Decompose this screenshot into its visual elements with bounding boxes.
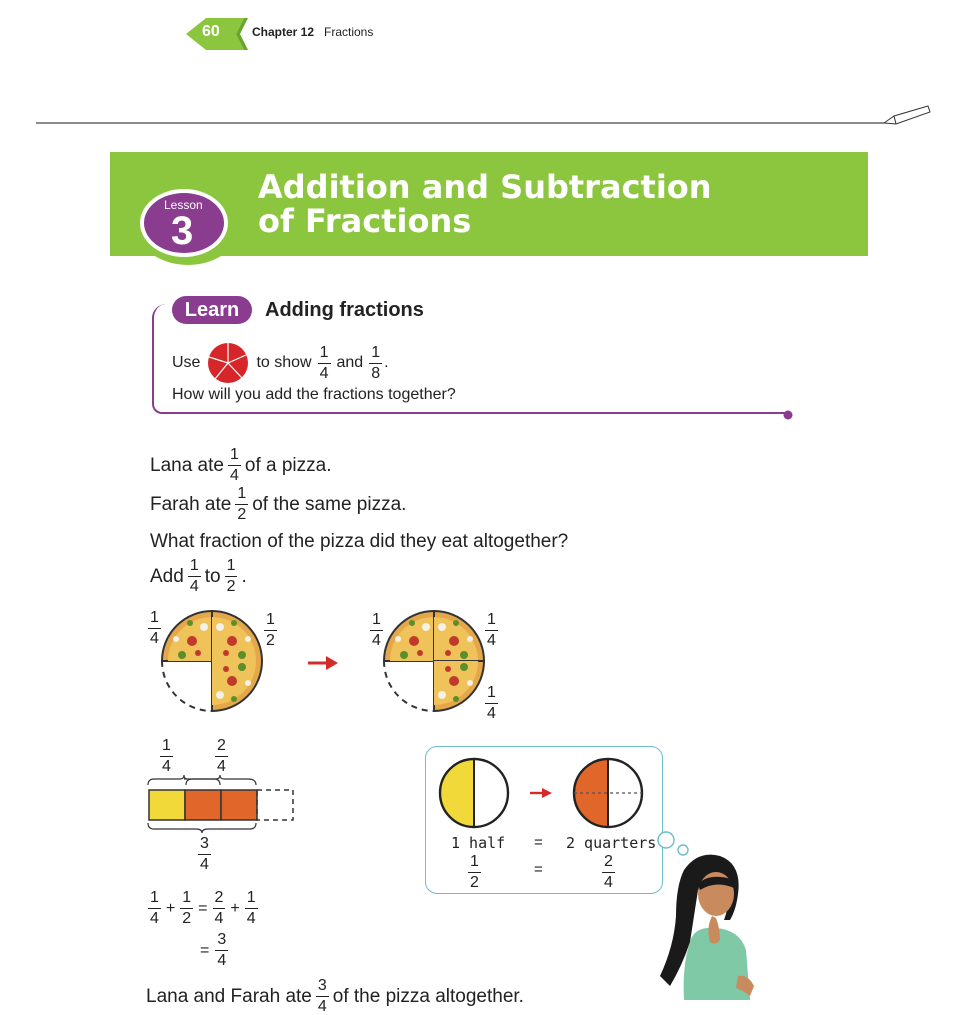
- pizza-right-quarter-top-label: $\frac{1}{4}$: [487, 611, 496, 649]
- lesson-title: [258, 170, 712, 238]
- thought-eq-sign: =: [534, 834, 543, 851]
- lesson-badge-word: Lesson: [164, 198, 203, 212]
- thought-arrow-icon: [530, 788, 552, 798]
- learn-pill: Learn: [172, 296, 252, 324]
- eq-term-4: $\frac{1}{4}$: [246, 889, 256, 927]
- learn-and-word: and: [336, 354, 364, 371]
- pizza-diagram: [140, 605, 520, 725]
- thought-right-label: 2 quarters: [566, 834, 657, 852]
- addition-result: = $\frac{3}{4}$: [200, 931, 227, 969]
- addition-equation: $\frac{1}{4}$ + $\frac{1}{2}$ = $\frac{2}{4}$ + $\frac{1}{4}$: [150, 889, 256, 927]
- page-number: 60: [202, 23, 220, 40]
- bar-bottom-label: $\frac{3}{4}$: [200, 835, 209, 873]
- bar-segment-quarter: [149, 790, 185, 820]
- learn-heading: Adding fractions: [265, 299, 424, 321]
- thought-left-fraction: $\frac{1}{2}$: [470, 853, 479, 891]
- pizza-arrow-icon: [308, 656, 338, 670]
- lesson-badge-number: 3: [171, 209, 194, 253]
- pizza-right-quarter-left-label: $\frac{1}{4}$: [372, 611, 381, 649]
- eq-term-1: $\frac{1}{4}$: [150, 889, 159, 927]
- learn-question: How will you add the fractions together?: [172, 386, 456, 403]
- eq-result: $\frac{3}{4}$: [217, 931, 227, 969]
- eq-term-3: $\frac{2}{4}$: [214, 889, 224, 927]
- bar-segment-empty: [257, 790, 293, 820]
- learn-use-word: Use: [172, 354, 201, 371]
- header-divider: [36, 100, 936, 130]
- bar-segment-half-2: [221, 790, 257, 820]
- thought-right-fraction: $\frac{2}{4}$: [604, 853, 613, 891]
- pizza-left-quarter-label: $\frac{1}{4}$: [150, 609, 159, 647]
- pencil-icon: [884, 106, 930, 124]
- eq-term-2: $\frac{1}{2}$: [182, 889, 192, 927]
- learn-to-show: to show: [256, 354, 312, 371]
- learn-instruction: Use to show $\frac{1}{4}$ and $\frac{1}{8}$ .: [172, 341, 389, 385]
- learn-box-end-dot-icon: [782, 409, 794, 421]
- pizza-right-quarter-bottom-label: $\frac{1}{4}$: [487, 684, 496, 722]
- conclusion-fraction: $\frac{3}{4}$: [317, 977, 327, 1015]
- bar-top-b-label: $\frac{2}{4}$: [217, 737, 226, 775]
- lesson-title-line2: of Fractions: [258, 202, 472, 240]
- lesson-badge: [136, 185, 240, 263]
- bar-segment-half-1: [185, 790, 221, 820]
- story-farah: Farah ate $\frac{1}{2}$ of the same pizza.: [150, 485, 407, 523]
- story-question: What fraction of the pizza did they eat altogether?: [150, 531, 569, 552]
- story-add-fraction-a: $\frac{1}{4}$: [189, 557, 199, 595]
- story-add: Add $\frac{1}{4}$ to $\frac{1}{2}$ .: [150, 557, 247, 595]
- story-lana-fraction: $\frac{1}{4}$: [229, 446, 239, 484]
- bar-top-a-label: $\frac{1}{4}$: [162, 737, 171, 775]
- lesson-title-line1: Addition and Subtraction: [258, 168, 712, 206]
- chapter-label: Chapter 12: [252, 25, 315, 39]
- half-circle-icon: [440, 759, 508, 827]
- story-farah-fraction: $\frac{1}{2}$: [237, 485, 247, 523]
- story-lana: Lana ate $\frac{1}{4}$ of a pizza.: [150, 446, 332, 484]
- conclusion-line: Lana and Farah ate $\frac{3}{4}$ of the pizza altogether.: [146, 977, 524, 1015]
- thought-eq-sign-2: =: [534, 861, 543, 878]
- fraction-circle-icon: [206, 341, 250, 385]
- learn-fraction-b: $\frac{1}{8}$: [371, 343, 381, 382]
- story-add-fraction-b: $\frac{1}{2}$: [226, 557, 236, 595]
- thinking-girl-illustration: [650, 846, 760, 1000]
- pizza-left-half-label: $\frac{1}{2}$: [266, 611, 275, 649]
- quarters-circle-icon: [574, 759, 642, 827]
- thought-left-label: 1 half: [451, 834, 506, 852]
- page-header: [184, 14, 444, 54]
- learn-fraction-a: $\frac{1}{4}$: [319, 343, 329, 382]
- thought-circles: [432, 755, 656, 835]
- chapter-title: Fractions: [324, 25, 374, 39]
- bar-model: [144, 775, 304, 835]
